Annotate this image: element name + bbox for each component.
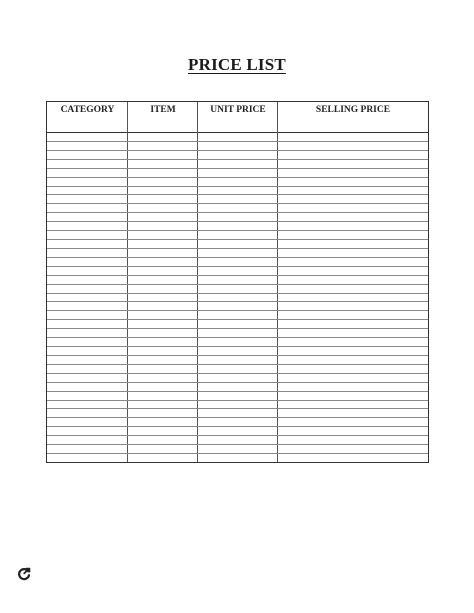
table-row <box>47 186 428 187</box>
table-row <box>47 168 428 169</box>
table-row <box>47 212 428 213</box>
table-row <box>47 284 428 285</box>
table-row <box>47 444 428 445</box>
table-row <box>47 159 428 160</box>
table-row <box>47 417 428 418</box>
table-row <box>47 141 428 142</box>
table-row <box>47 435 428 436</box>
table-row <box>47 391 428 392</box>
table-body <box>47 132 428 462</box>
brand-logo-icon <box>17 567 31 581</box>
table-row <box>47 266 428 267</box>
table-row <box>47 203 428 204</box>
table-row <box>47 275 428 276</box>
column-header-selling-price: SELLING PRICE <box>315 105 391 115</box>
table-row <box>47 319 428 320</box>
column-header-category: CATEGORY <box>60 105 115 115</box>
table-row <box>47 248 428 249</box>
table-row <box>47 373 428 374</box>
table-row <box>47 453 428 454</box>
table-header-row <box>47 102 428 133</box>
table-row <box>47 408 428 409</box>
table-row <box>47 337 428 338</box>
table-row <box>47 257 428 258</box>
price-table <box>46 101 429 463</box>
table-row <box>47 230 428 231</box>
table-row <box>47 355 428 356</box>
table-row <box>47 221 428 222</box>
table-row <box>47 426 428 427</box>
table-row <box>47 293 428 294</box>
column-header-unit-price: UNIT PRICE <box>210 105 266 115</box>
page-title <box>0 55 474 75</box>
column-header-item: ITEM <box>150 105 176 115</box>
table-row <box>47 301 428 302</box>
table-row <box>47 382 428 383</box>
table-row <box>47 346 428 347</box>
page-title-text: PRICE LIST <box>188 55 286 74</box>
table-row <box>47 328 428 329</box>
table-row <box>47 194 428 195</box>
table-row <box>47 310 428 311</box>
table-row <box>47 400 428 401</box>
table-row <box>47 364 428 365</box>
table-row <box>47 150 428 151</box>
table-row <box>47 239 428 240</box>
table-row <box>47 177 428 178</box>
